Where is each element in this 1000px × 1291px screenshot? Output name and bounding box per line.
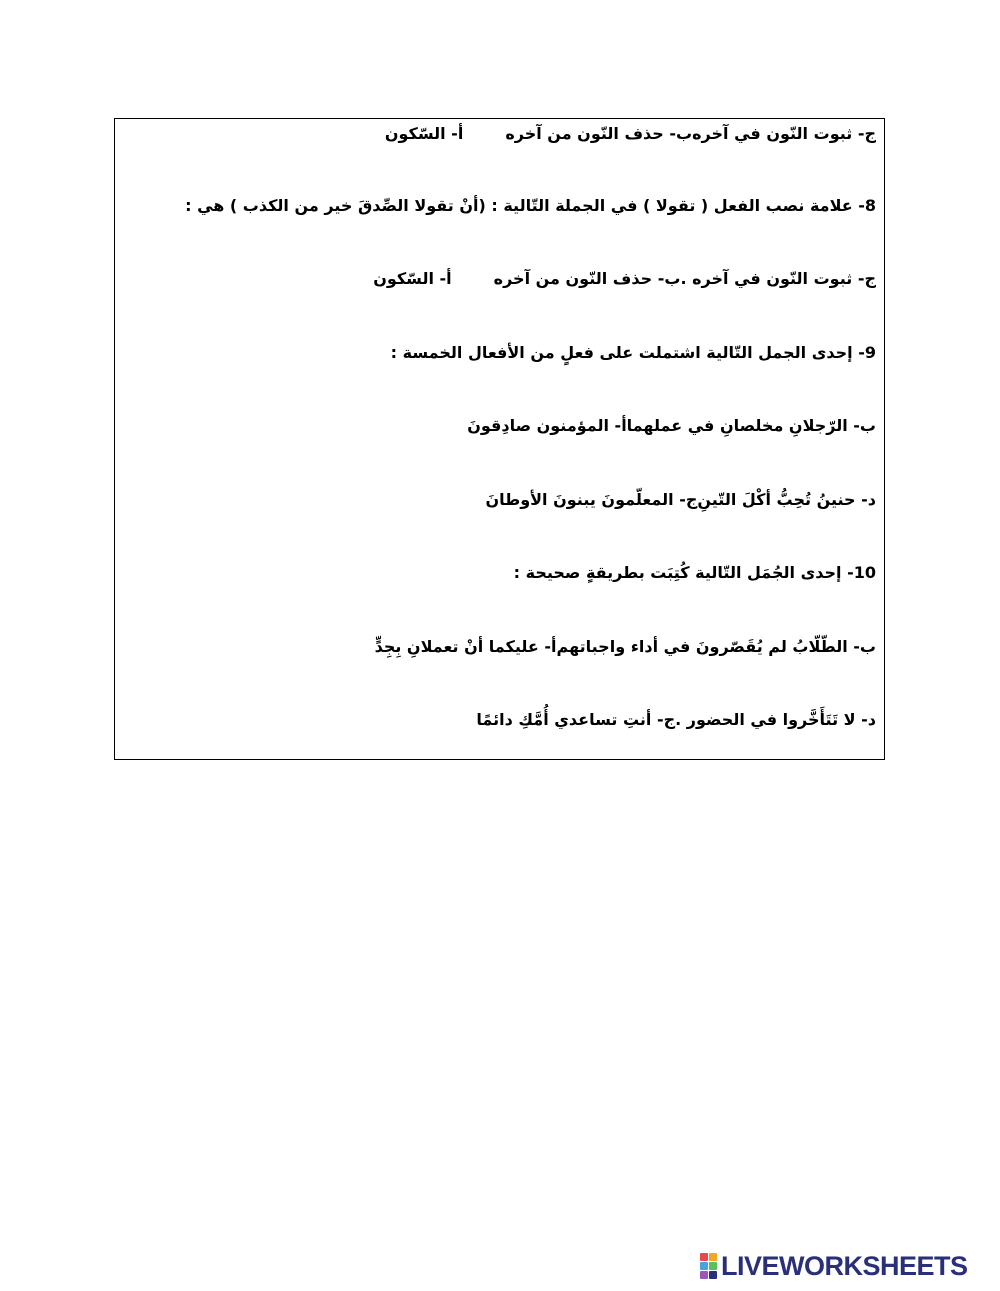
question-10-options-row1 xyxy=(123,634,876,660)
option-c: ج- ثبوت النّون في آخره . xyxy=(680,269,876,288)
question-9: 9- إحدى الجمل التّالية اشتملت على فعلٍ من الأفعال الخمسة : xyxy=(390,343,876,362)
question-8: 8- علامة نصب الفعل ( تقولا ) في الجملة التّالية : (أنْ تقولا الصِّدقَ خير من الكذب ) هي : xyxy=(185,196,876,215)
liveworksheets-logo-icon xyxy=(700,1253,717,1279)
option-b: ب- حذف النّون من آخره xyxy=(505,124,693,143)
option-c: ج- المعلّمونَ يبنونَ الأوطانَ xyxy=(485,490,698,509)
answer-options-row xyxy=(123,121,876,147)
option-a: أ- عليكما أنْ تعملانِ بِجِدٍّ xyxy=(374,637,557,656)
option-a: أ- السّكون xyxy=(373,269,452,288)
question-10-options-row2 xyxy=(123,707,876,733)
question-9-options-row1 xyxy=(123,413,876,439)
option-d: د- حنينُ تُحِبُّ أكْلَ التّينِ xyxy=(697,490,876,509)
worksheet-box xyxy=(114,118,885,760)
brand-name: LIVEWORKSHEETS xyxy=(721,1250,968,1281)
option-b: ب- حذف النّون من آخره xyxy=(493,269,681,288)
option-a: أ- المؤمنون صادِقونَ xyxy=(467,416,627,435)
liveworksheets-brand[interactable] xyxy=(700,1251,968,1281)
question-8-options xyxy=(123,266,876,292)
option-c: ج- أنتِ تساعدي أُمَّكِ دائمًا xyxy=(476,710,676,729)
question-10: 10- إحدى الجُمَل التّالية كُتِبَت بطريقةٍ صحيحة : xyxy=(513,563,876,582)
option-a: أ- السّكون xyxy=(384,124,464,143)
question-9-options-row2 xyxy=(123,487,876,513)
option-b: ب- الرّجلانِ مخلصانِ في عملهما xyxy=(626,416,876,435)
option-d: د- لا تَتَأَخَّروا في الحضور . xyxy=(675,710,876,729)
option-c: ج- ثبوت النّون في آخره xyxy=(692,124,876,143)
option-b: ب- الطّلّابُ لم يُقَصّرونَ في أداء واجباتهم xyxy=(556,637,876,656)
